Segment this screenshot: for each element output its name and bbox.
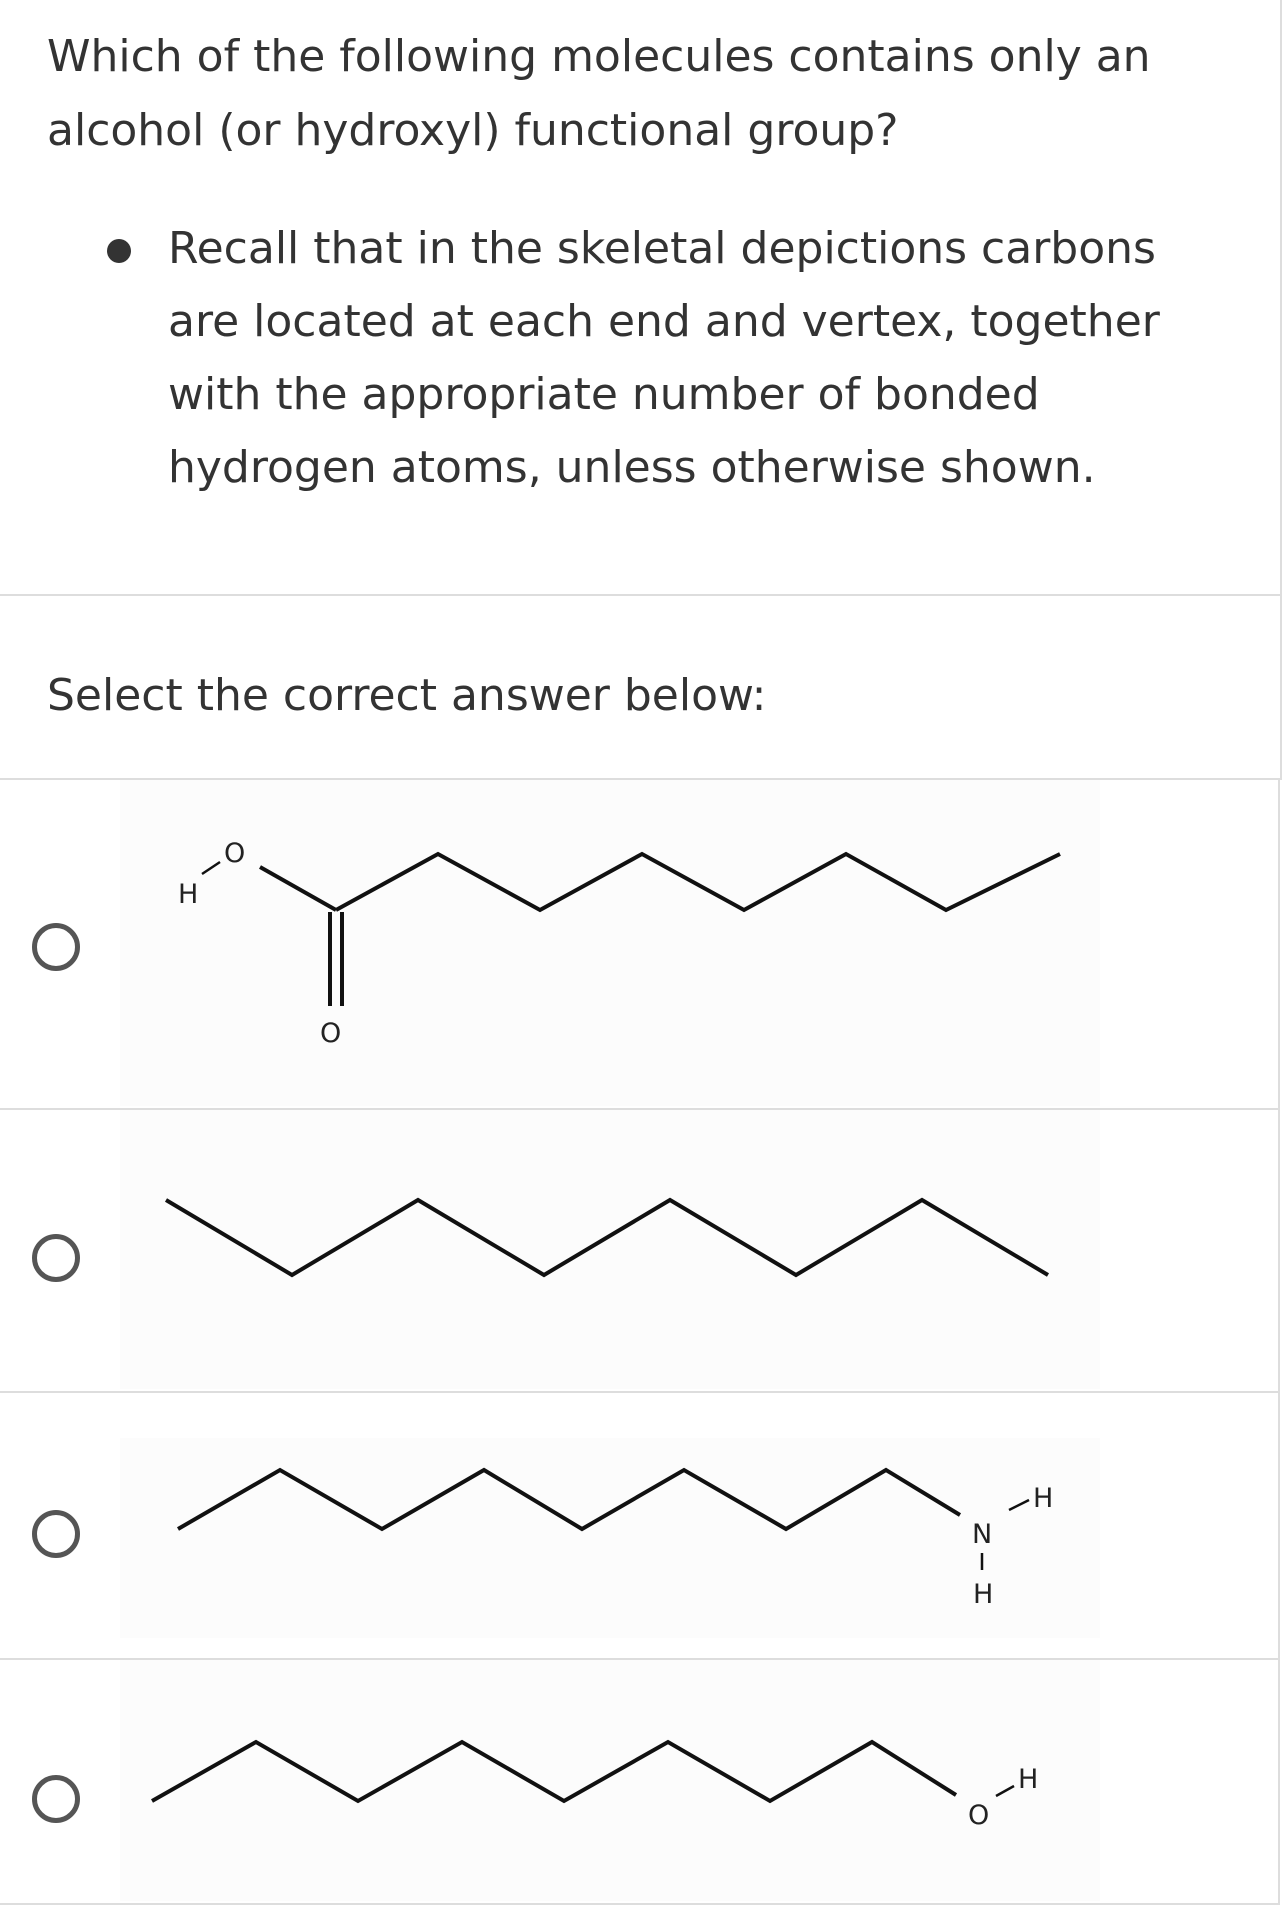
- answer-prompt: Select the correct answer below:: [47, 670, 767, 721]
- c-o-bond: [260, 867, 336, 910]
- hint-text: Recall that in the skeletal depictions carbons are located at each end and vertex, together with the appropriate number of bonded hydrogen atoms, unless otherwise shown.: [168, 223, 1160, 493]
- atom-label-o-carbonyl: O: [320, 1018, 342, 1049]
- carbon-chain: [178, 1470, 960, 1529]
- carbon-chain: [336, 854, 1060, 910]
- radio-button-option-3[interactable]: [32, 1510, 80, 1558]
- answer-option-1[interactable]: [0, 780, 1280, 1110]
- radio-button-option-2[interactable]: [32, 1234, 80, 1282]
- molecule-svg-option-1: [120, 780, 1100, 1106]
- atom-label-h: H: [178, 879, 199, 910]
- molecule-structure-option-4: [120, 1660, 1100, 1901]
- o-h-bond: [202, 862, 220, 874]
- question-panel: [0, 0, 1282, 596]
- answer-option-4[interactable]: [0, 1660, 1280, 1905]
- molecule-svg-option-3: [120, 1438, 1100, 1638]
- o-h-bond: [996, 1786, 1014, 1796]
- radio-button-option-1[interactable]: [32, 923, 80, 971]
- radio-button-option-4[interactable]: [32, 1775, 80, 1823]
- carbon-chain: [152, 1742, 956, 1801]
- bullet-icon: [107, 239, 131, 263]
- atom-label-h-bottom: H: [973, 1579, 994, 1610]
- n-h-bond-top: [1009, 1500, 1029, 1510]
- answer-option-3[interactable]: [0, 1393, 1280, 1660]
- molecule-svg-option-4: [120, 1660, 1100, 1901]
- molecule-structure-option-2: [120, 1110, 1100, 1389]
- answer-prompt-panel: [0, 596, 1282, 780]
- atom-label-n: N: [972, 1519, 993, 1550]
- molecule-structure-option-3: [120, 1438, 1100, 1638]
- atom-label-h: H: [1018, 1764, 1039, 1795]
- atom-label-o-hydroxyl: O: [224, 838, 246, 869]
- question-text: Which of the following molecules contains only an alcohol (or hydroxyl) functional group?: [47, 31, 1151, 156]
- molecule-structure-option-1: [120, 780, 1100, 1106]
- molecule-svg-option-2: [120, 1110, 1100, 1389]
- carbon-chain: [166, 1200, 1048, 1275]
- atom-label-h-top: H: [1033, 1483, 1054, 1514]
- atom-label-o: O: [968, 1800, 990, 1831]
- answer-option-2[interactable]: [0, 1110, 1280, 1393]
